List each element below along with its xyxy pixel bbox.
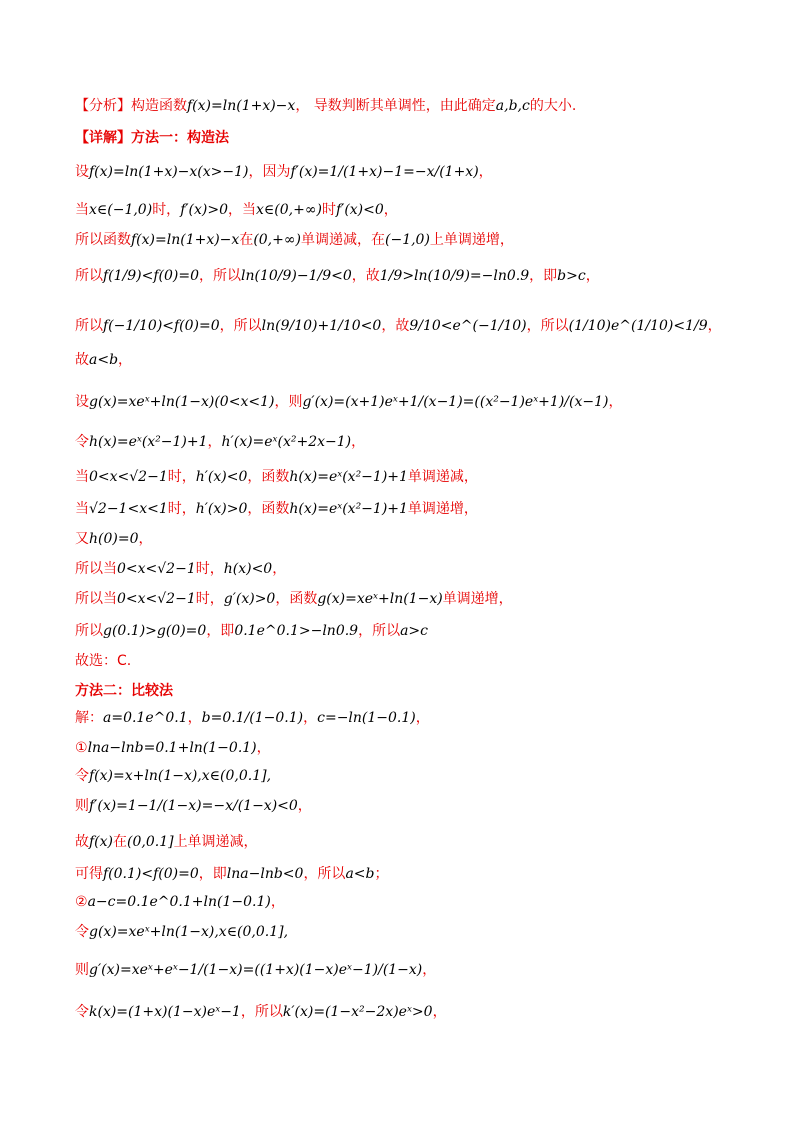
text-segment: 方法二：比较法 — [75, 683, 173, 699]
text-segment: ，因为 — [248, 164, 291, 180]
math-expression: f(x)=ln(1+x)−x — [131, 232, 240, 248]
text-segment: ② — [75, 894, 88, 910]
math-expression: ln(9/10)+1/10<0 — [261, 318, 382, 334]
text-segment: ； — [374, 866, 389, 882]
text-segment: ，即 — [206, 623, 235, 639]
text-segment: ， — [138, 531, 153, 547]
text-segment: 单调递增， — [407, 501, 478, 517]
math-expression: x∈(0,+∞) — [256, 202, 322, 218]
text-segment: ， — [608, 394, 623, 410]
math-expression: b>c — [557, 268, 586, 284]
text-segment: 单调递增， — [442, 591, 513, 607]
text-segment: ，函数 — [247, 501, 290, 517]
text-segment: ，函数 — [275, 591, 318, 607]
text-line — [75, 766, 271, 786]
math-expression: h′(x)=eˣ(x²+2x−1) — [221, 434, 352, 450]
text-segment: 当 — [75, 202, 89, 218]
text-segment: 时， — [167, 501, 196, 517]
text-segment: 可得 — [75, 866, 103, 882]
text-segment: 【分析】构造函数 — [75, 98, 187, 114]
text-segment: 【详解】方法一：构造法 — [75, 130, 229, 146]
text-segment: ， 导数判断其单调性，由此确定 — [295, 98, 496, 114]
math-expression: (1/10)e^(1/10)<1/9 — [568, 318, 708, 334]
text-segment: ， — [432, 1004, 447, 1020]
math-expression: lna−lnb<0 — [226, 866, 304, 882]
math-expression: h(x)=eˣ(x²−1)+1 — [89, 434, 208, 450]
math-expression: a=0.1e^0.1 — [103, 710, 188, 726]
text-segment: ， — [297, 798, 312, 814]
math-expression: g′(x)=(x+1)eˣ+1/(x−1)=((x²−1)eˣ+1)/(x−1) — [302, 394, 609, 410]
text-segment: ， — [585, 268, 600, 284]
math-expression: g′(x)>0 — [223, 591, 276, 607]
math-expression: k′(x)=(1−x²−2x)eˣ>0 — [282, 1004, 433, 1020]
text-segment: 令 — [75, 1004, 89, 1020]
text-segment: 故选：C. — [75, 653, 132, 669]
math-expression: a>c — [400, 623, 428, 639]
text-segment: ， — [478, 164, 493, 180]
text-line — [75, 350, 132, 370]
text-segment: ， — [303, 710, 318, 726]
text-line — [75, 230, 514, 250]
text-segment: 解： — [75, 710, 103, 726]
text-segment: 时， — [167, 469, 196, 485]
text-segment: ，所以 — [199, 268, 242, 284]
math-expression: g′(x)=xeˣ+eˣ−1/(1−x)=((1+x)(1−x)eˣ−1)/(1−x) — [89, 962, 423, 978]
text-line — [75, 922, 288, 942]
math-expression: f(x)=ln(1+x)−x(x>−1) — [89, 164, 249, 180]
math-expression: h′(x)<0 — [195, 469, 248, 485]
math-expression: ln(10/9)−1/9<0 — [241, 268, 352, 284]
text-segment: ① — [75, 740, 88, 756]
text-segment: 在 — [113, 834, 128, 850]
text-line — [75, 266, 600, 286]
math-expression: 9/10<e^(−1/10) — [409, 318, 527, 334]
math-expression: √2−1<x<1 — [89, 501, 168, 517]
text-segment: ，即 — [529, 268, 558, 284]
math-expression: a<b — [345, 866, 375, 882]
text-line — [75, 864, 388, 884]
text-line — [75, 316, 722, 336]
text-segment: 则 — [75, 962, 89, 978]
math-expression: f′(x)=1/(1+x)−1=−x/(1+x) — [290, 164, 479, 180]
math-expression: b=0.1/(1−0.1) — [201, 710, 304, 726]
text-segment: ， — [187, 710, 202, 726]
math-expression: f′(x)<0 — [335, 202, 384, 218]
text-line — [75, 708, 430, 728]
text-segment: 时 — [321, 202, 336, 218]
text-segment: ，则 — [274, 394, 303, 410]
text-line — [75, 200, 398, 220]
text-line — [75, 589, 513, 609]
text-line — [75, 738, 271, 758]
text-segment: 故 — [75, 352, 89, 368]
text-segment: 所以函数 — [75, 232, 131, 248]
text-segment: 当 — [75, 469, 89, 485]
math-expression: a<b — [89, 352, 119, 368]
math-expression: f(x)=ln(1+x)−x — [187, 98, 296, 114]
math-expression: a−c=0.1e^0.1+ln(1−0.1) — [87, 894, 271, 910]
math-expression: f(−1/10)<f(0)=0 — [103, 318, 220, 334]
text-line — [75, 432, 365, 452]
math-expression: f(x)=x+ln(1−x),x∈(0,0.1], — [89, 768, 272, 784]
math-expression: h(x)<0 — [223, 561, 273, 577]
text-line — [75, 467, 478, 487]
text-line — [75, 621, 428, 641]
math-expression: h(x)=eˣ(x²−1)+1 — [289, 501, 408, 517]
math-expression: 0<x<√2−1 — [117, 561, 196, 577]
text-line — [75, 960, 436, 980]
text-segment: 又 — [75, 531, 89, 547]
text-segment: ， — [118, 352, 133, 368]
text-segment: 在 — [239, 232, 254, 248]
text-line — [75, 892, 285, 912]
text-segment: ， — [422, 962, 437, 978]
text-segment: ，所以 — [219, 318, 262, 334]
math-expression: f(x) — [89, 834, 114, 850]
math-expression: (−1,0) — [385, 232, 430, 248]
math-expression: h(0)=0 — [89, 531, 139, 547]
math-expression: g(x)=xeˣ+ln(1−x)(0<x<1) — [89, 394, 275, 410]
text-segment: 时， — [195, 561, 224, 577]
text-segment: 所以 — [75, 318, 103, 334]
text-segment: 所以当 — [75, 561, 117, 577]
math-expression: k(x)=(1+x)(1−x)eˣ−1 — [89, 1004, 241, 1020]
text-segment: 令 — [75, 434, 89, 450]
text-line — [75, 796, 312, 816]
text-segment: ，所以 — [358, 623, 401, 639]
text-segment: 设 — [75, 394, 89, 410]
text-segment: ，故 — [351, 268, 380, 284]
text-line — [75, 162, 493, 182]
text-line — [75, 1002, 447, 1022]
math-expression: f(0.1)<f(0)=0 — [103, 866, 199, 882]
math-expression: h′(x)>0 — [195, 501, 248, 517]
math-expression: g(x)=xeˣ+ln(1−x) — [317, 591, 443, 607]
math-expression: 0.1e^0.1>−ln0.9 — [234, 623, 359, 639]
text-segment: ， — [256, 740, 271, 756]
text-segment: ，当 — [228, 202, 257, 218]
text-line — [75, 559, 286, 579]
text-segment: ， — [383, 202, 398, 218]
text-line — [75, 96, 576, 116]
text-segment: ， — [707, 318, 722, 334]
math-expression: 1/9>ln(10/9)=−ln0.9 — [379, 268, 530, 284]
text-segment: 所以 — [75, 268, 103, 284]
text-segment: ， — [270, 894, 285, 910]
text-segment: ，函数 — [247, 469, 290, 485]
text-segment: 令 — [75, 768, 89, 784]
text-line — [75, 832, 258, 852]
text-segment: ， — [351, 434, 366, 450]
math-expression: 0<x<√2−1 — [89, 469, 168, 485]
text-segment: 令 — [75, 924, 89, 940]
math-expression: f′(x)>0 — [180, 202, 229, 218]
text-segment: 上单调递减， — [173, 834, 258, 850]
text-line — [75, 681, 173, 701]
text-segment: 故 — [75, 834, 89, 850]
text-segment: ，所以 — [303, 866, 346, 882]
text-line — [75, 128, 229, 148]
math-expression: f(1/9)<f(0)=0 — [103, 268, 200, 284]
text-segment: ，即 — [198, 866, 227, 882]
math-expression: g(0.1)>g(0)=0 — [103, 623, 207, 639]
math-expression: f′(x)=1−1/(1−x)=−x/(1−x)<0 — [89, 798, 298, 814]
text-segment: ， — [415, 710, 430, 726]
math-expression: lna−lnb=0.1+ln(1−0.1) — [87, 740, 257, 756]
text-segment: 单调递减，在 — [301, 232, 385, 248]
text-segment: ，所以 — [526, 318, 569, 334]
math-expression: (0,0.1] — [127, 834, 174, 850]
text-segment: 当 — [75, 501, 89, 517]
text-segment: ，故 — [381, 318, 410, 334]
math-expression: g(x)=xeˣ+ln(1−x),x∈(0,0.1], — [89, 924, 289, 940]
text-segment: ， — [207, 434, 222, 450]
math-expression: a,b,c — [495, 98, 530, 114]
math-expression: (0,+∞) — [253, 232, 301, 248]
text-segment: 设 — [75, 164, 89, 180]
math-expression: c=−ln(1−0.1) — [317, 710, 416, 726]
text-line — [75, 529, 153, 549]
text-segment: 时， — [152, 202, 181, 218]
text-line — [75, 392, 622, 412]
text-segment: 单调递减， — [407, 469, 478, 485]
text-segment: 上单调递增， — [429, 232, 514, 248]
math-expression: h(x)=eˣ(x²−1)+1 — [289, 469, 408, 485]
math-expression: 0<x<√2−1 — [117, 591, 196, 607]
math-expression: x∈(−1,0) — [89, 202, 153, 218]
text-segment: 所以当 — [75, 591, 117, 607]
text-segment: 则 — [75, 798, 89, 814]
text-segment: 的大小. — [529, 98, 577, 114]
text-segment: 所以 — [75, 623, 103, 639]
text-segment: ， — [272, 561, 287, 577]
text-segment: ，所以 — [240, 1004, 283, 1020]
text-segment: 时， — [195, 591, 224, 607]
text-line — [75, 499, 478, 519]
text-line — [75, 651, 131, 671]
